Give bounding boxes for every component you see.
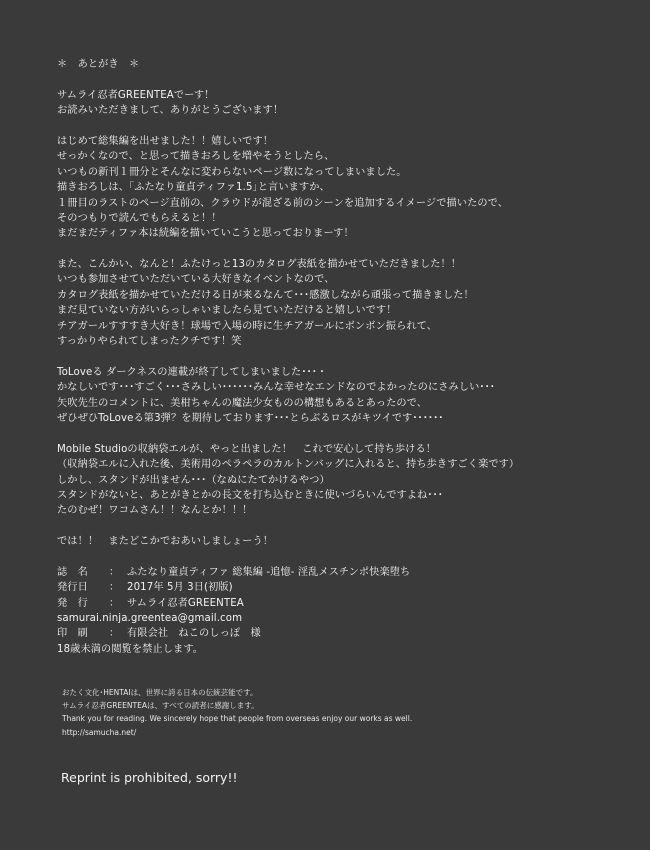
colophon-row-publisher: [57, 596, 627, 611]
text-line: サムライ忍者GREENTEAでーす！: [57, 89, 215, 101]
text-line: せっかくなので、と思って描きおろしを増やそうとしたら、: [57, 151, 335, 163]
footer-url: http://samucha.net/: [62, 727, 137, 737]
text-line: いつもの新刊１冊分とそんなに変わらないページ数になってしまいました。: [57, 166, 407, 178]
colophon-row-date: [57, 580, 627, 595]
colophon-row-email: [57, 611, 627, 626]
text-line: また、こんかい、なんと！ふたけっと13のカタログ表紙を描かせていただきました！！: [57, 259, 462, 271]
colophon-key: 印 刷: [57, 628, 88, 640]
afterword-paragraph-compilation: [57, 134, 627, 242]
afterword-paragraph-farewell: [57, 534, 627, 549]
colophon-row-age-notice: [57, 642, 627, 657]
footer-note: [62, 686, 412, 739]
afterword-paragraph-mobile-studio: [57, 442, 627, 519]
text-line: ぜひぜひToLoveる第3弾？を期待しております･･･とらぶるロスがキツイです･･････: [57, 412, 444, 424]
afterword-body: [57, 57, 627, 657]
footer-line: サムライ忍者GREENTEAは、すべての読者に感謝します。: [62, 701, 259, 711]
reprint-notice: Reprint is prohibited, sorry!!: [61, 770, 238, 785]
colophon-row-printer: [57, 626, 627, 641]
colophon-key: 発 行: [57, 597, 88, 609]
colophon-key: 発行日: [57, 582, 88, 594]
text-line: かなしいです･･･すごく･･･さみしい･･････みんな幸せなエンドなのでよかったのにさみしい･･･: [57, 382, 495, 394]
age-restriction-notice: 18歳未満の閲覧を禁止します。: [57, 643, 204, 655]
afterword-paragraph-catalog: [57, 257, 627, 349]
afterword-paragraph-greeting: [57, 88, 627, 119]
footer-line: おたく文化･HENTAIは、世界に誇る日本の伝統芸能です。: [62, 688, 258, 697]
text-line: ToLoveる ダークネスの連載が終了してしまいました･･･・: [57, 366, 328, 378]
text-line: Mobile Studioの収納袋エルが、やっと出ました！ これで安心して持ち歩ける！: [57, 443, 437, 455]
text-line: カタログ表紙を描かせていただける日が来るなんて･･･感激しながら頑張って描きました！: [57, 289, 474, 301]
colophon-separator: ：: [109, 566, 120, 578]
text-line: そのつもりで読んでもらえると！！: [57, 212, 222, 224]
text-line: たのむぜ！ワコムさん！！なんとか！！！: [57, 505, 253, 517]
text-line: １冊目のラストのページ直前の、クラウドが混ざる前のシーンを追加するイメージで描いたので、: [57, 197, 509, 209]
colophon-value: 2017年 5月 3日(初版): [127, 582, 233, 594]
colophon-separator: ：: [109, 597, 120, 609]
text-line: すっかりやられてしまったクチです！笑: [57, 336, 242, 348]
text-line: スタンドがないと、あとがきとかの長文を打ち込むときに使いづらいんですよね･･･: [57, 489, 443, 501]
text-line: 描きおろしは、｢ふたなり童貞ティファ1.5｣と言いますか、: [57, 182, 330, 194]
text-line: チアガールすすすき大好き！球場で入場の時に生チアガールにボンボン振られて、: [57, 320, 438, 332]
colophon-value: ふたなり童貞ティファ 総集編 -追憶- 淫乱メスチンポ快楽堕ち: [127, 566, 411, 578]
afterword-heading: ＊ あとがき ＊: [57, 59, 140, 70]
colophon-row-title: [57, 565, 627, 580]
afterword-paragraph-tolove: [57, 365, 627, 427]
colophon-value: サムライ忍者GREENTEA: [127, 597, 244, 609]
footer-line: Thank you for reading. We sincerely hope that people from overseas enjoy our works as well.: [62, 714, 413, 724]
text-line: いつも参加させていただいている大好きなイベントなので、: [57, 274, 335, 286]
text-line: まだ見ていない方がいらっしゃいましたら見ていただけると嬉しいです！: [57, 305, 397, 317]
text-line: まだまだティファ本は続編を描いていこうと思っておりまーす！: [57, 228, 354, 240]
text-line: お読みいただきまして、ありがとうございます！: [57, 105, 284, 117]
colophon: [57, 565, 627, 657]
contact-email: samurai.ninja.greentea@gmail.com: [57, 613, 243, 625]
colophon-separator: ：: [109, 582, 120, 594]
afterword-heading-block: [57, 57, 627, 72]
text-line: はじめて総集編を出せました！！嬉しいです！: [57, 135, 274, 147]
text-line: しかし、スタンドが出ません･･･（なぬにたてかけるやつ）: [57, 474, 330, 486]
text-line: 矢吹先生のコメントに、美柑ちゃんの魔法少女ものの構想もあるとあったので、: [57, 397, 428, 409]
text-line: （収納袋エルに入れた後、美術用のペラペラのカルトンバッグに入れると、持ち歩きすごく楽です）: [57, 459, 520, 471]
colophon-key: 誌 名: [57, 566, 88, 578]
text-line: では！！ またどこかでおあいしましょーう！: [57, 536, 274, 548]
colophon-value: 有限会社 ねこのしっぽ 様: [127, 628, 261, 640]
colophon-separator: ：: [109, 628, 120, 640]
